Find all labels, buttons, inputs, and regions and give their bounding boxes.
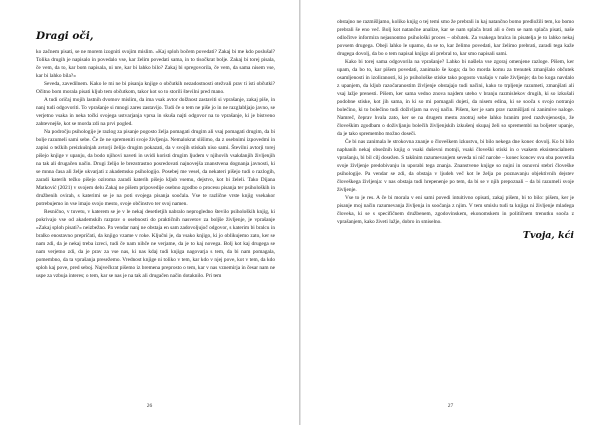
page-number-right: 27 [447,403,454,409]
page-number-left: 26 [146,403,153,409]
paragraph: ko začnem pisati, se ne morem izogniti svojim mislim. »Kaj sploh bočem povedati? Zakaj bi me kdo poslušal? Tolika drugih je napisalo in povedalo vse, kar želim povedati sama, in to tisočkrat bolje. Zakaj bi torej pisala, če vem, da to, kar bom napisala, ni nre, kar bi lahko bilo? Zakaj bi spregovorila, če vem, da sama nisem vse, kar bi lahko bila?« [36,49,275,79]
left-page [0,0,299,425]
paragraph: Na področju psihologije je razlog za pisanje pogosto želja pomagati drugim ali vsaj pomagati drugim, da bi bolje razumeli sami sebe. Če že ne spremeniti svoje življenja. Nemalokrat slišimo, da z osebnimi izpovedmi in zapisi o težkih preizkušnjah avtorji želijo drugim pokazati, da v svojih stiskah niso sami. Številni avtorji torej pišejo knjige v upanju, da bodo njihovi naveti in uvidi koristi drugim ljudem v njihovih vsakdanjih življenjih na tak ali drugačen način. Drugi želijo le brezstrastno posredovati najnovejša znanstvena dognanja javnosti, ki se mnna časa ali želje ukvarjati z akademsko psihologijo. Posebej me vesel, da nekateri pišejo tudi o razlogih, zaradi katerih težko pišejo oziroma zaradi katerih pišejo kljub vsemu, dejstvo, kot bi želeli. Tako Dijana Matković (2021) v svojem delu Zakaj ne pišem pripovedije osebno zgodbo o procesu pisanja ter psiholoških in družbenih ovirah, s katerimi se je na poti svojega pisanja soočala. Vse te različne vrste knjig vsekakor potrebujemo in vse imajo svojo mesto, svoje občinstvo ter svoj namen. [36,129,275,207]
right-page [301,0,600,425]
paragraph: Kako bi torej sama odgovorila na vprašanje? Lahko bi našlela vse zgoraj omenjene razloge. Pišem, ker upam, da bo to, kar pišem povedati, zanimalo še koga; da bo morda komu za trenutek zmanjšalo občutek osamljenosti in izoliranosti, ki jo psihološke stiske tako pogosto vnašajo v naše življenje; da bo koga navdalo z upanjem, da kljub razočaranostim življenje obstajajo tudi načini, kako to trpljenje razumeti, zmanjšati ali vsaj lažje prenesti. Pišem, ker sama vedno znova najdem uteho v branju razmislekov drugih, ki so izkušali podobne stiske, kot jih sama, in ki so mi pomagali dojeti, da nisem edina, ki se sooča s svojo notranjo bolečino, ki to bolečino tudi doživljam na svoj način. Pišem, ker je sam prav razmišljati ni zanimive naloge. Namreč, čeprav hvala zato, ker se na drugem mestu znotraj sebe lahko hranim pred razdvojenostjo, že človeškim zgodbam o doživljanju bolečih življenjskih izkušenj skupaj želi so spremembi na boljeter upanje, da je tako spremembo možno doseči. [337,59,574,137]
paragraph: obstajno ne razmišljamo, koliko knjig o tej temi smo že prebrali in kaj natančno bomo predložili tem, ko bomo prebrali še eno več. Bolj kot natančne analize, kar se nam splača brati ali o čem se nam splača pisati, naše odločitve informira nejasnontno psihološki proces – občutek. Za vsakega bralca in pisatelja je to lahko nekaj povsem drugega. Obeji lahko le upamo, da se to, kar želimo povedati, kar želimo prebrati, zaradi tega kaže drugega dovolj, da bo o tem napisal knjigo ali prebral to, kar smo napisali sami. [337,19,574,57]
letter-salutation: Dragi oči, [36,30,94,42]
paragraph: Seveda, zavedilnem. Kako le mi ne bi pisanja knjige o občutkih nezadostnosti otežvali prav ti isti občutki? Očitno bom morala pisati kljub tem občutkom, takor kot so to storili številni pred mano. [36,81,275,95]
letter-signature: Tvoja, kći [522,230,574,241]
right-page-body [337,18,574,226]
paragraph: Resnično, v tuvetu, v katerem se je v le nekaj desetletjih nabralo neprogledno število psiholoških knjig, ki pokrivajo vse od akademskih razprav o osebnosti do praktičnih nasvetov za boljše življenje, je vprašanje »Zakaj sploh pisati?« neizbežno. Pa vendar nanj ne obstaja en sam zadovoljujoč odgovor, s katerim bi bralcu in bralkо enostavno prepričati, da knjigo vzame v roke. Ključni je, da vsako knjigo, ki jo oblikujemo zato, ker se nam zdi, da je nekaj treba izreci, tudi če nam nihče ne verjame, da je to kaj novega. Bolj kot kaj drugega se nam verjetno zdi, da je prav za vse nas, ki nas kdaj tudi knjiga nagovarja s tem, da bi nam pomagala, pomembno, da ta vprašanja presežemo. Vrednost knjige ni toliko v tem, kar kdo v njej pove, kot v tem, da kdo sploh kaj pove, pred seboj. Največkrat pišemo iz bremena preprosto o tem, kar v nas vznemirja in česar nam ne uspe za vzbuja interes; o tem, kar se nas je na tak ali drugačen način dotaknilo. Pri tem [36,209,275,279]
paragraph: Če bi nas zanimala le strokovna znanje o človeškem izkustvu, bi bilo nekega dne konec dovolj. Ko bi bilo naphanih nekaj obsežnih knjig o vsaki duševni motnji, vsaki človeški stiski in o vsakem eksistencialnem vprašanju, bi bil cilj dosežen. S takšnim razumevanjem seveda ni nič narobe – konec koncev sva oba posvetila svoje življenje predobivanju in uporabi tega znanja. Znanstvene knjige so nujni in osnovni stebri človeške psihologije. Pa vendar se zdi, da obstaja v ljudeh več kot le želja po poznavanju objektivnih dejstev človeškega življenja: v nas obstaja tudi hrepenenje po tem, da bi se v njih prepoznali – da bi razumeli svoje življenje. [337,139,574,193]
paragraph: A tudi oričaj mojih lastnih dvomov mislim, da ima vsak avtor dolžnost zastaviti si vprašanje, zakaj piše, in nanj tudi odgovoriti. To vprašanje si mnogi zares zastavijo. Tudi če o tem ne piše jo in ne razglabljajo javno, se verjetno vsaka in neka točki svojega ustvarjanja vprsa in skuša najti odgovor na to vprašanje, ki je bistveno zahtevnejše, kot se morda zdi na prvi pogled. [36,97,275,127]
paragraph: Vse to je res. A če bi morala v eni sami povedi intuitivno opisati, zakaj pišem, bi to bilo: pišem, ker je pisanje moj način razumevanja življenja in soočanja z njim. V tem smislu tudi ta knjiga ni življenje mladega človeka, ki se s specifičnem družbenem, zgodovinskem, ekonomskem in političnem trenutku sooča z vprašanjem, kako živeti lažje, dobro in smiselno. [337,195,574,225]
left-page-body [36,48,275,280]
